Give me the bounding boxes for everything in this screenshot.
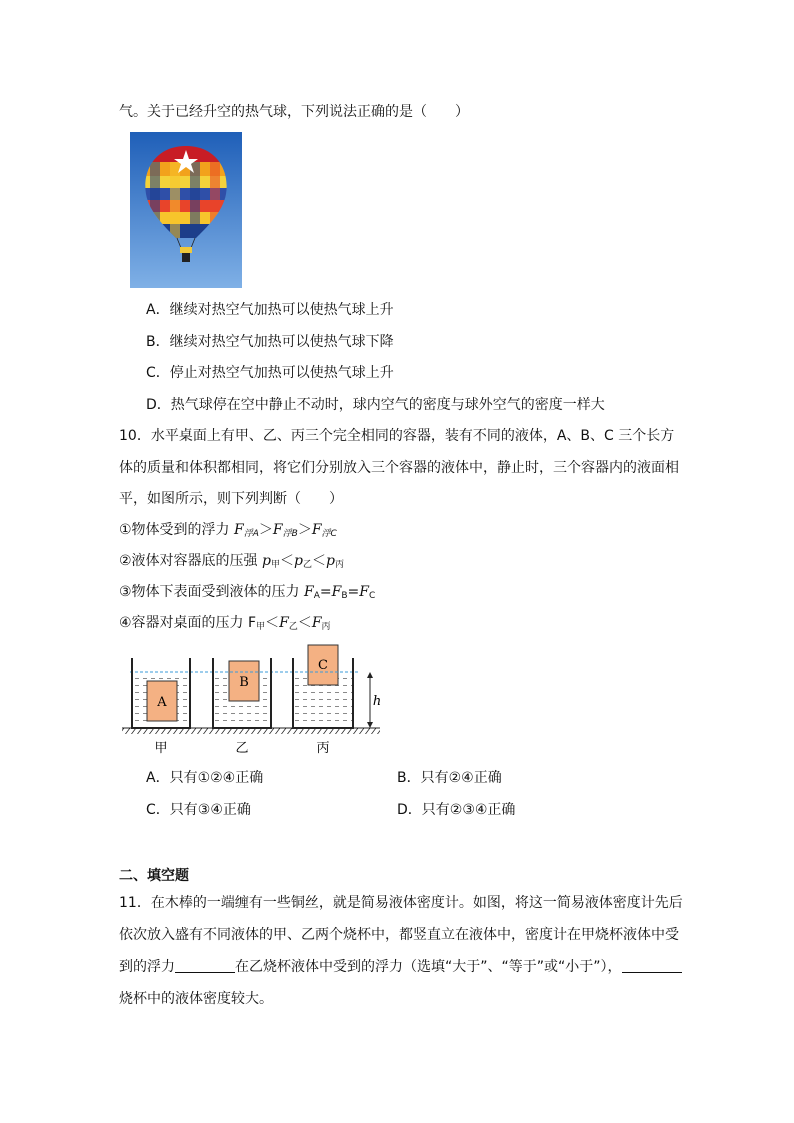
- q10-option-c: C．只有③④正确: [146, 802, 251, 818]
- q10-stem-line-1: 10．水平桌面上有甲、乙、丙三个完全相同的容器，装有不同的液体，A、B、C 三个长方: [119, 428, 675, 444]
- q10-statement-2: ②液体对容器底的压强 p甲＜p乙＜p丙: [119, 553, 344, 570]
- q10-stem-line-2: 体的质量和体积都相同，将它们分别放入三个容器的液体中，静止时，三个容器内的液面相: [119, 460, 679, 476]
- q9-stem: 气。关于已经升空的热气球，下列说法正确的是（ ）: [119, 104, 469, 120]
- q10-statement-1: ①物体受到的浮力 $F_{浮A}>F_{浮B}>F_{浮C}$: [119, 522, 337, 539]
- q9-option-a: A．继续对热空气加热可以使热气球上升: [146, 302, 394, 318]
- label-jia: 甲: [154, 741, 168, 756]
- q10-option-b: B．只有②④正确: [397, 770, 502, 786]
- label-bing: 丙: [316, 741, 330, 756]
- answer-blank-2[interactable]: [622, 958, 682, 973]
- label-block-a: A: [157, 695, 167, 710]
- label-block-c: C: [318, 658, 328, 673]
- q10-statement-4: ④容器对桌面的压力 F甲＜F乙＜F丙: [119, 615, 331, 632]
- q11-line-2: 依次放入盛有不同液体的甲、乙两个烧杯中，都竖直立在液体中，密度计在甲烧杯液体中受: [119, 927, 679, 943]
- label-yi: 乙: [235, 741, 249, 756]
- table-surface: [122, 728, 380, 734]
- section-title: 二、填空题: [119, 868, 189, 884]
- q10-option-d: D．只有②③④正确: [397, 802, 516, 818]
- label-block-b: B: [239, 675, 249, 690]
- q9-option-d: D．热气球停在空中静止不动时，球内空气的密度与球外空气的密度一样大: [146, 397, 605, 413]
- q11-line-3: 到的浮力 在乙烧杯液体中受到的浮力（选填“大于”、“等于”或“小于”），: [119, 957, 682, 977]
- q10-statement-3: ③物体下表面受到液体的压力 FA=FB=FC: [119, 584, 376, 601]
- q9-option-c: C．停止对热空气加热可以使热气球上升: [146, 365, 394, 381]
- q10-stem-line-3: 平，如图所示，则下列判断（ ）: [119, 491, 343, 507]
- q11-line-1: 11．在木棒的一端缠有一些铜丝，就是简易液体密度计。如图，将这一简易液体密度计先后: [119, 895, 683, 911]
- q10-option-a: A．只有①②④正确: [146, 770, 264, 786]
- containers-diagram: [118, 640, 388, 764]
- hot-air-balloon-photo: [130, 132, 242, 288]
- q11-line-4: 烧杯中的液体密度较大。: [119, 991, 273, 1007]
- label-height: h: [372, 694, 382, 709]
- answer-blank-1[interactable]: [175, 958, 235, 973]
- q9-option-b: B．继续对热空气加热可以使热气球下降: [146, 334, 394, 350]
